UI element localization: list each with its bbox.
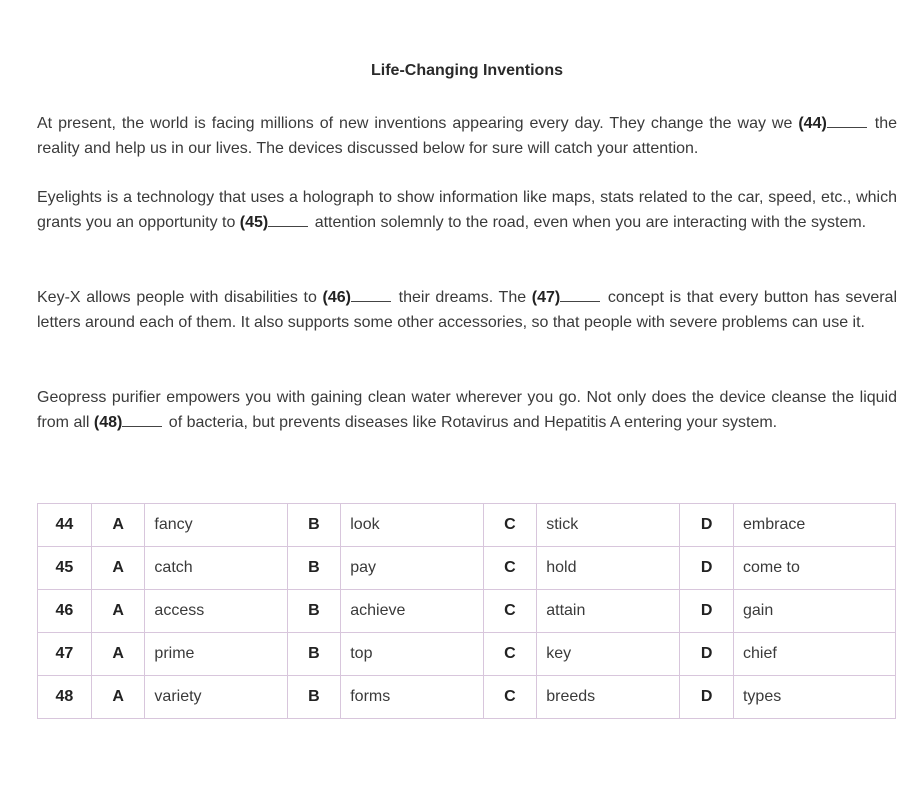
option-b: achieve — [341, 590, 483, 633]
paragraph-text: Key-X allows people with disabilities to — [37, 289, 323, 306]
gap-number-47: (47) — [531, 289, 561, 306]
paragraph-text: attention solemnly to the road, even when you are interacting with the system. — [310, 213, 867, 231]
option-letter-d: D — [680, 590, 734, 633]
option-letter-c: C — [483, 547, 537, 590]
option-letter-c: C — [483, 676, 537, 719]
option-letter-d: D — [680, 633, 734, 676]
question-number: 46 — [38, 590, 92, 633]
option-letter-d: D — [680, 676, 734, 719]
option-b: top — [341, 633, 483, 676]
option-d: chief — [733, 633, 895, 676]
option-a: catch — [145, 547, 287, 590]
option-b: look — [341, 504, 483, 547]
option-a: fancy — [145, 504, 287, 547]
gap-blank-46 — [351, 289, 391, 302]
option-b: forms — [341, 676, 483, 719]
paragraph-text: Geopress purifier empowers you with gaining clean water wherever you go. Not only does the device cleanse the liquid from all — [37, 389, 897, 431]
paragraph-eyelights — [37, 186, 897, 235]
paragraph-text: At present, the world is facing millions of new inventions appearing every day. They change the way we — [37, 115, 799, 132]
option-letter-a: A — [91, 676, 145, 719]
option-c: breeds — [537, 676, 680, 719]
gap-number-45: (45) — [239, 213, 269, 231]
paragraph-geopress — [37, 386, 897, 435]
table-row — [38, 504, 896, 547]
option-a: variety — [145, 676, 287, 719]
option-a: prime — [145, 633, 287, 676]
option-d: gain — [733, 590, 895, 633]
gap-number-44: (44) — [798, 115, 827, 132]
option-letter-a: A — [91, 633, 145, 676]
option-a: access — [145, 590, 287, 633]
option-c: hold — [537, 547, 680, 590]
option-letter-c: C — [483, 504, 537, 547]
paragraph-text: Eyelights is a technology that uses a holograph to show information like maps, stats related to the car, speed, etc., which grants you an opportunity to — [37, 189, 897, 231]
question-number: 44 — [38, 504, 92, 547]
paragraph-key-x — [37, 286, 897, 335]
option-letter-d: D — [680, 547, 734, 590]
option-c: stick — [537, 504, 680, 547]
gap-blank-44 — [827, 115, 867, 128]
option-letter-b: B — [287, 547, 341, 590]
option-letter-b: B — [287, 504, 341, 547]
gap-number-46: (46) — [322, 289, 351, 306]
question-number: 45 — [38, 547, 92, 590]
paragraph-text: the reality and help us in our lives. The devices discussed below for sure will catch your attention. — [37, 115, 898, 157]
option-d: come to — [733, 547, 895, 590]
gap-blank-45 — [268, 214, 308, 227]
table-row — [38, 590, 896, 633]
option-letter-a: A — [91, 504, 145, 547]
option-letter-b: B — [287, 633, 341, 676]
option-d: types — [733, 676, 895, 719]
option-d: embrace — [733, 504, 895, 547]
table-row — [38, 633, 896, 676]
paragraph-text: concept is that every button has several letters around each of them. It also supports some other accessories, so that people with severe problems can use it. — [37, 289, 898, 331]
option-letter-b: B — [287, 590, 341, 633]
option-letter-c: C — [483, 633, 537, 676]
paragraph-intro — [37, 112, 897, 161]
gap-number-48: (48) — [93, 413, 123, 431]
question-number: 48 — [38, 676, 92, 719]
option-c: attain — [537, 590, 680, 633]
option-letter-a: A — [91, 547, 145, 590]
gap-blank-48 — [122, 414, 162, 427]
option-letter-b: B — [287, 676, 341, 719]
option-letter-d: D — [680, 504, 734, 547]
table-row — [38, 547, 896, 590]
question-number: 47 — [38, 633, 92, 676]
option-c: key — [537, 633, 680, 676]
options-table — [37, 503, 896, 719]
option-b: pay — [341, 547, 483, 590]
option-letter-a: A — [91, 590, 145, 633]
page-title: Life-Changing Inventions — [371, 62, 563, 79]
option-letter-c: C — [483, 590, 537, 633]
gap-blank-47 — [560, 289, 600, 302]
table-row — [38, 676, 896, 719]
paragraph-text: of bacteria, but prevents diseases like Rotavirus and Hepatitis A entering your system. — [164, 413, 778, 431]
paragraph-text: their dreams. The — [393, 289, 532, 306]
